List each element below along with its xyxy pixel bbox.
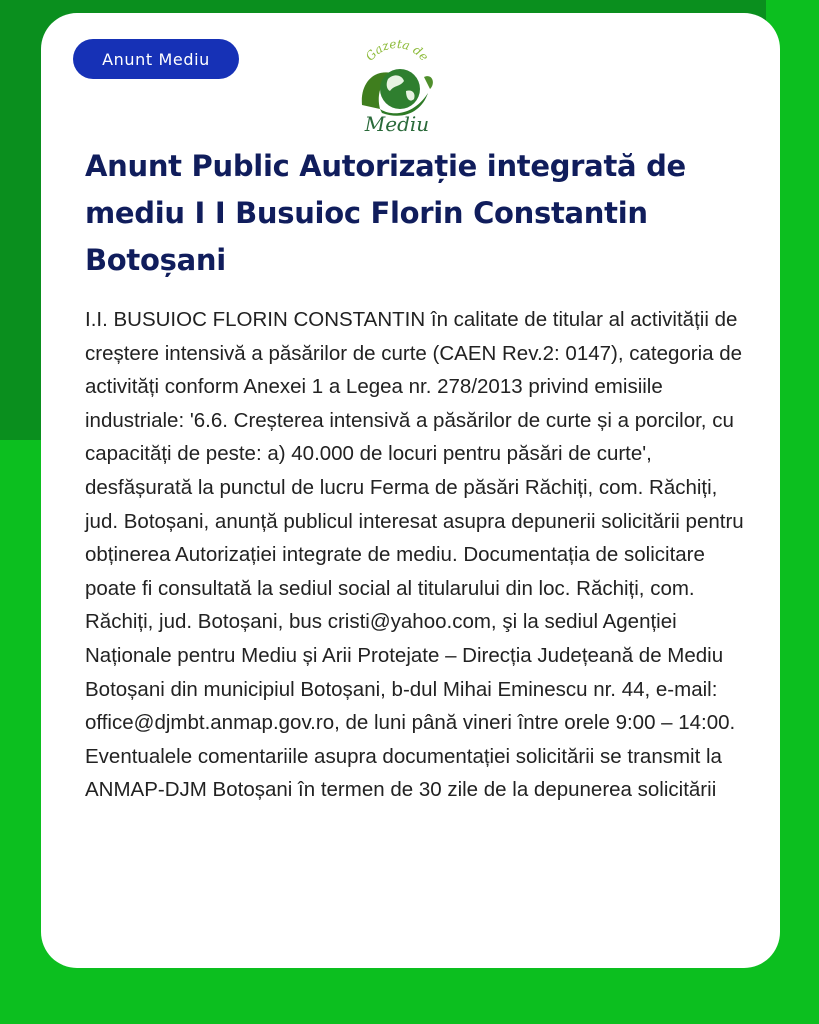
article-body: I.I. BUSUIOC FLORIN CONSTANTIN în calitate de titular al activității de creștere intensivă a păsărilor de curte (CAEN Rev.2: 0147), categoria de activități conform Anexei 1 a Legea nr. 278/2013 privind emisiile industriale: '6.6. Creșterea intensivă a păsărilor de curte și a porcilor, cu capacități de peste: a) 40.000 de locuri pentru păsări de curte', desfășurată la punctul de lucru Ferma de păsări Răchiți, com. Răchiți, jud. Botoșani, anunță publicul interesat asupra depunerii solicitării pentru obținerea Autorizației integrate de mediu. Documentația de solicitare poate fi consultată la sediul social al titularului din loc. Răchiți, com. Răchiți, jud. Botoșani, bus cristi@yahoo.com, şi la sediul Agenției Naționale pentru Mediu și Arii Protejate – Direcția Județeană de Mediu Botoșani din municipiul Botoșani, b-dul Mihai Eminescu nr. 44, e-mail: office@djmbt.anmap.gov.ro, de luni până vineri între orele 9:00 – 14:00. Eventualele comentariile asupra documentației solicitării se transmit la ANMAP-DJM Botoșani în termen de 30 zile de la depunerea solicitării [85, 308, 744, 802]
svg-text:Mediu: Mediu [364, 112, 430, 135]
svg-text:Gazeta de: Gazeta de [362, 36, 432, 64]
gazeta-de-mediu-logo-icon [352, 33, 442, 135]
category-badge-label: Anunt Mediu [102, 49, 210, 69]
article-title: Anunt Public Autorizație integrată de mediu I I Busuioc Florin Constantin Botoșani [85, 149, 686, 277]
announcement-card [41, 13, 780, 968]
category-badge[interactable] [73, 39, 239, 79]
